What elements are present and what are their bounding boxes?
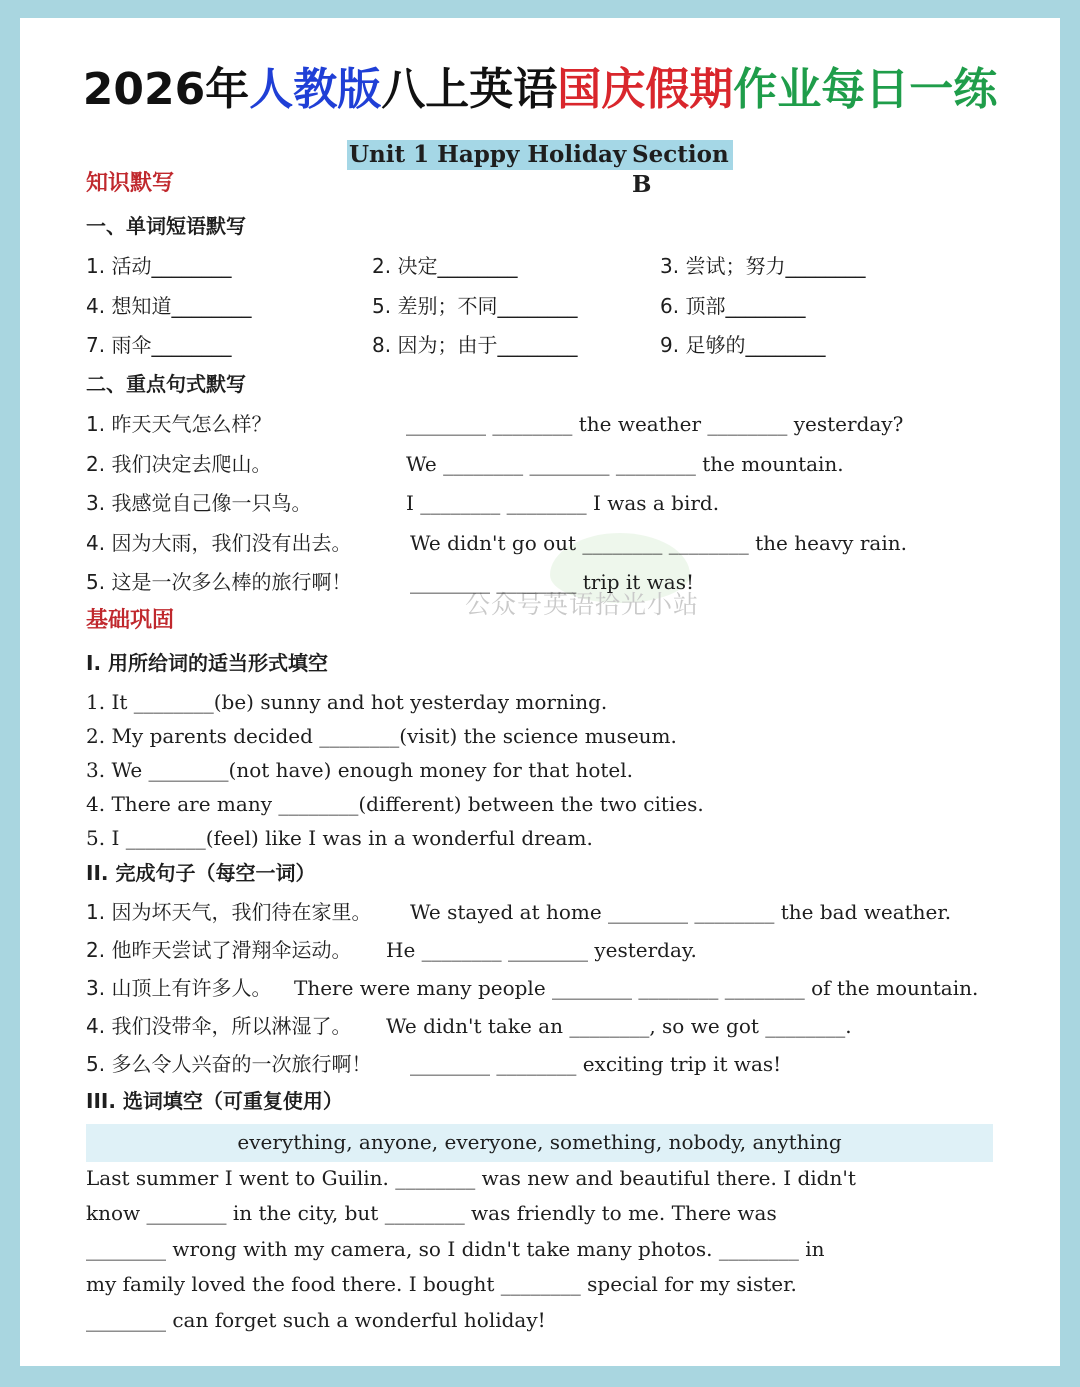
title-holiday: 国庆假期	[557, 64, 734, 115]
word-bank: everything, anyone, everyone, something, nobody, anything	[86, 1124, 993, 1162]
unit-banner	[347, 140, 733, 198]
sentence-prompt: 1. 昨天天气怎么样？	[86, 412, 272, 436]
vocab-item: 2. 决定________	[372, 254, 518, 278]
title-grade: 八上英语	[381, 64, 558, 115]
worksheet-page	[20, 18, 1060, 1366]
sentence-prompt: 4. 因为大雨，我们没有出去。	[86, 531, 352, 555]
complete-blank: ________ ________ exciting trip it was!	[410, 1052, 782, 1076]
title-edition: 人教版	[249, 64, 382, 115]
sentence-blank: We didn't go out ________ ________ the heavy rain.	[410, 531, 907, 555]
title-year: 2026年	[82, 64, 250, 115]
vocab-item: 6. 顶部________	[660, 294, 806, 318]
complete-blank: He ________ ________ yesterday.	[386, 938, 697, 962]
watermark-text: 公众号英语拾光小站	[465, 590, 700, 619]
vocab-item: 4. 想知道________	[86, 294, 252, 318]
unit-title: Unit 1 Happy Holiday	[349, 141, 627, 168]
complete-prompt: 3. 山顶上有许多人。	[86, 976, 272, 1000]
word-form-item: 1. It ________(be) sunny and hot yesterday morning.	[86, 690, 608, 714]
vocab-item: 1. 活动________	[86, 254, 232, 278]
part-heading-complete-sentences: II. 完成句子（每空一词）	[86, 861, 316, 885]
vocab-item: 3. 尝试；努力________	[660, 254, 866, 278]
passage-line: know ________ in the city, but ________ was friendly to me. There was	[86, 1201, 777, 1225]
complete-blank: There were many people ________ ________ ________ of the mountain.	[294, 976, 979, 1000]
vocab-item: 7. 雨伞________	[86, 333, 232, 357]
sentence-prompt: 3. 我感觉自己像一只鸟。	[86, 491, 312, 515]
part-heading-word-choice: III. 选词填空（可重复使用）	[86, 1089, 343, 1113]
section-heading-basics: 基础巩固	[86, 608, 175, 633]
passage-line: ________ can forget such a wonderful holiday!	[86, 1308, 546, 1332]
section-title: Section B	[632, 141, 729, 198]
part-heading-sentences: 二、重点句式默写	[86, 372, 246, 396]
section-heading-knowledge: 知识默写	[86, 171, 175, 196]
complete-prompt: 4. 我们没带伞，所以淋湿了。	[86, 1014, 352, 1038]
complete-blank: We stayed at home ________ ________ the bad weather.	[410, 900, 952, 924]
part-heading-word-forms: I. 用所给词的适当形式填空	[86, 651, 329, 675]
page-title	[20, 64, 1060, 115]
sentence-prompt: 5. 这是一次多么棒的旅行啊！	[86, 570, 352, 594]
sentence-blank: ________ ________ trip it was!	[410, 570, 695, 594]
sentence-blank: ________ ________ the weather ________ yesterday?	[406, 412, 904, 436]
passage-line: ________ wrong with my camera, so I didn't take many photos. ________ in	[86, 1237, 825, 1261]
complete-prompt: 2. 他昨天尝试了滑翔伞运动。	[86, 938, 352, 962]
complete-prompt: 1. 因为坏天气，我们待在家里。	[86, 900, 372, 924]
sentence-blank: We ________ ________ ________ the mountain.	[406, 452, 844, 476]
complete-blank: We didn't take an ________, so we got ________.	[386, 1014, 852, 1038]
word-form-item: 2. My parents decided ________(visit) the science museum.	[86, 724, 677, 748]
vocab-item: 8. 因为；由于________	[372, 333, 578, 357]
word-form-item: 3. We ________(not have) enough money for that hotel.	[86, 758, 633, 782]
word-form-item: 5. I ________(feel) like I was in a wonderful dream.	[86, 826, 593, 850]
title-practice: 作业每日一练	[733, 64, 998, 115]
passage-line: Last summer I went to Guilin. ________ was new and beautiful there. I didn't	[86, 1166, 856, 1190]
sentence-prompt: 2. 我们决定去爬山。	[86, 452, 272, 476]
vocab-item: 5. 差别；不同________	[372, 294, 578, 318]
complete-prompt: 5. 多么令人兴奋的一次旅行啊！	[86, 1052, 372, 1076]
word-form-item: 4. There are many ________(different) between the two cities.	[86, 792, 704, 816]
passage-line: my family loved the food there. I bought ________ special for my sister.	[86, 1272, 797, 1296]
sentence-blank: I ________ ________ I was a bird.	[406, 491, 720, 515]
vocab-item: 9. 足够的________	[660, 333, 826, 357]
part-heading-vocabulary: 一、单词短语默写	[86, 214, 246, 238]
